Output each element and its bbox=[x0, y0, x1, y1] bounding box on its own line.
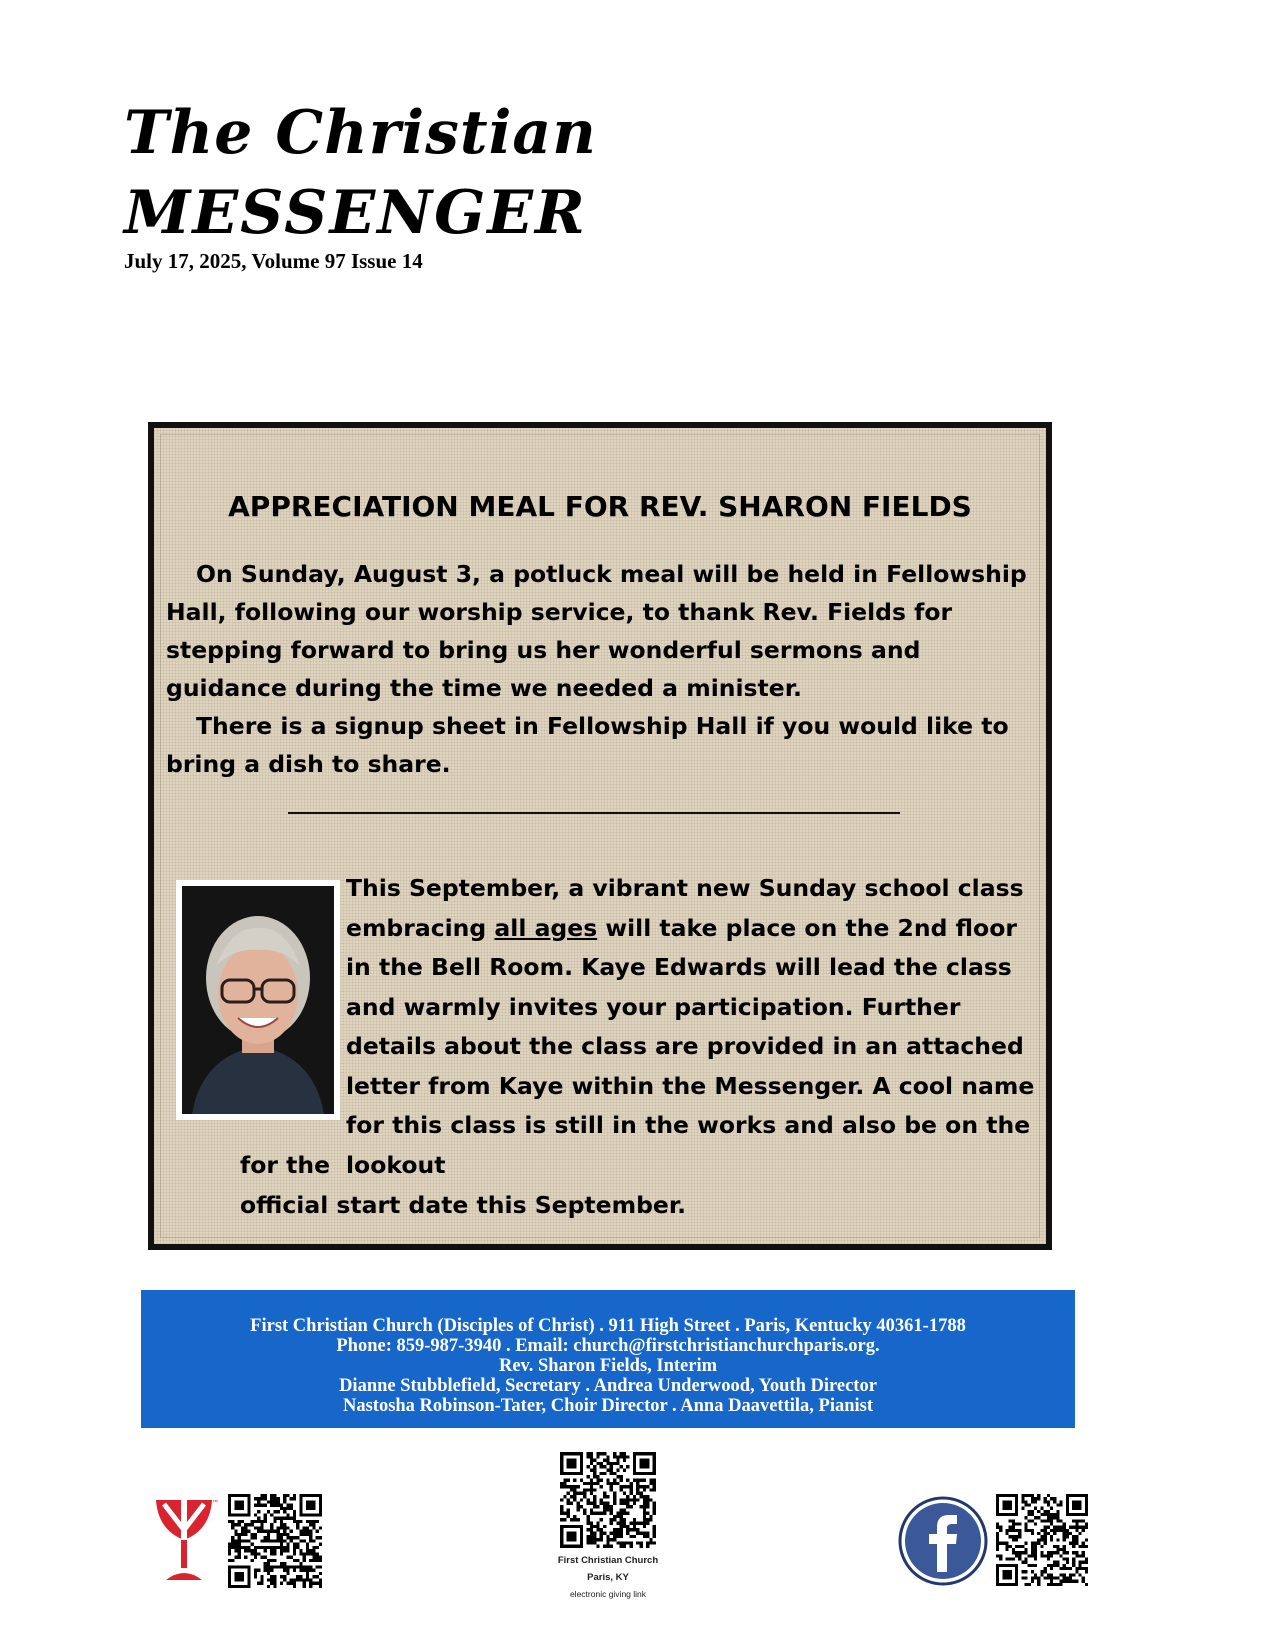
qr-code-left-icon[interactable] bbox=[228, 1494, 322, 1588]
portrait-photo bbox=[182, 886, 334, 1114]
sunday-school-text-start: This September, a vibrant new Sunday school class embracing bbox=[346, 874, 1024, 942]
announcement-box bbox=[148, 422, 1052, 1250]
announcement-paragraph-2-text: There is a signup sheet in Fellowship Hall if you would like to bring a dish to share. bbox=[166, 712, 1009, 778]
masthead bbox=[124, 95, 724, 274]
disciples-chalice-icon bbox=[154, 1494, 220, 1584]
church-address-line: First Christian Church (Disciples of Christ) . 911 High Street . Paris, Kentucky 40361-1788 bbox=[250, 1316, 966, 1336]
issue-date: July 17, 2025, Volume 97 Issue 14 bbox=[124, 249, 423, 273]
church-contact-banner bbox=[141, 1290, 1075, 1428]
section-divider bbox=[288, 812, 900, 814]
sunday-school-continued-line1: for the bbox=[240, 1151, 331, 1179]
announcement-paragraph-1-text: On Sunday, August 3, a potluck meal will be held in Fellowship Hall, following our worship service, to thank Rev. Fields for stepping forward to bring us her wonderful sermons and guidance during the time we needed a minister. bbox=[166, 560, 1027, 702]
qr-caption-purpose: electronic giving link bbox=[569, 1589, 647, 1599]
facebook-icon[interactable] bbox=[898, 1496, 988, 1586]
qr-code-giving-icon[interactable] bbox=[560, 1452, 656, 1548]
sunday-school-continued-line2: official start date this September. bbox=[240, 1190, 687, 1219]
announcement-paragraph-1 bbox=[166, 555, 1046, 707]
sunday-school-paragraph bbox=[346, 869, 1046, 1185]
qr-caption-church: First Christian Church bbox=[557, 1555, 659, 1566]
newsletter-title-line1: The Christian bbox=[124, 98, 597, 168]
announcement-paragraph-2 bbox=[166, 707, 1046, 783]
all-ages-underlined: all ages bbox=[494, 913, 598, 942]
portrait-photo-frame bbox=[176, 880, 340, 1120]
church-phone-email-line: Phone: 859-987-3940 . Email: church@firstchristianchurchparis.org. bbox=[336, 1336, 880, 1356]
sunday-school-text-end: will take place on the 2nd floor in the Bell Room. Kaye Edwards will lead the class and warmly invites your participation. Further details about the class are provided in an attached letter from Kaye within the Messenger. A cool name for this class is still in the works and also be on the lookout bbox=[346, 913, 1035, 1179]
svg-text:™: ™ bbox=[212, 1500, 218, 1506]
sunday-school-paragraph-continued bbox=[240, 1146, 940, 1225]
announcement-heading: APPRECIATION MEAL FOR REV. SHARON FIELDS bbox=[228, 490, 972, 523]
staff-line-1: Dianne Stubblefield, Secretary . Andrea Underwood, Youth Director bbox=[339, 1376, 877, 1396]
staff-line-2: Nastosha Robinson-Tater, Choir Director . Anna Daavettila, Pianist bbox=[342, 1396, 874, 1416]
qr-caption-location: Paris, KY bbox=[587, 1572, 629, 1583]
interim-minister-line: Rev. Sharon Fields, Interim bbox=[498, 1356, 718, 1376]
qr-code-facebook-icon[interactable] bbox=[996, 1494, 1088, 1586]
portrait-illustration bbox=[182, 886, 334, 1114]
newsletter-title-line2: MESSENGER bbox=[124, 178, 587, 248]
